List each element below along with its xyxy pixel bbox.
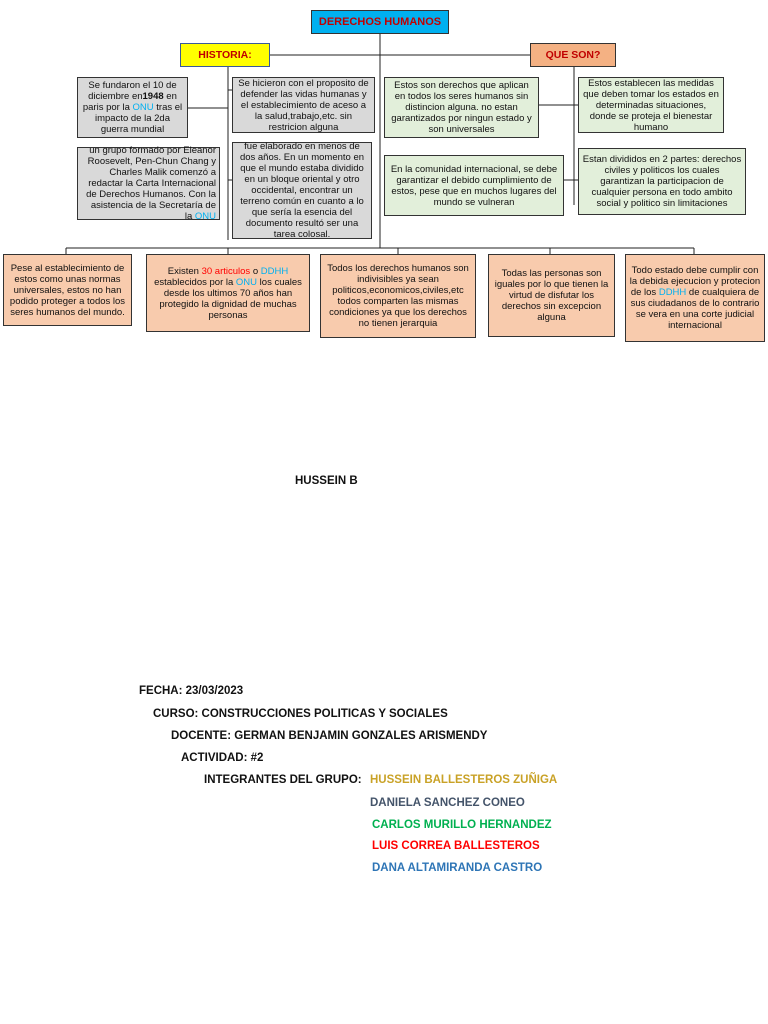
integrantes-label: INTEGRANTES DEL GRUPO: <box>204 774 362 786</box>
historia-box-elaboration: fue elaborado en menos de dos años. En un momento en que el mundo estaba dividido en un bloque oriental y otro occidental, encontrar un terreno común en cuanto a lo que sería la esencia del documento resultó ser una tarea colosal. <box>232 142 372 239</box>
queson-box-universal: Estos son derechos que aplican en todos los seres humanos sin distincion alguna. no estan garantizados por ningun estado y son universales <box>384 77 539 138</box>
historia-label: HISTORIA: <box>180 43 270 67</box>
member-name: HUSSEIN BALLESTEROS ZUÑIGA <box>370 774 558 786</box>
author-name: HUSSEIN B <box>295 475 358 487</box>
actividad: ACTIVIDAD: #2 <box>181 752 264 764</box>
member-name: LUIS CORREA BALLESTEROS <box>372 840 540 852</box>
diagram-title: DERECHOS HUMANOS <box>311 10 449 34</box>
queson-label: QUE SON? <box>530 43 616 67</box>
queson-box-international: En la comunidad internacional, se debe garantizar el debido cumplimiento de estos, pese que en muchos lugares del mundo se vulneran <box>384 155 564 216</box>
historia-box-founding: Se fundaron el 10 de diciembre en1948 en paris por la ONU tras el impacto de la 2da guerra mundial <box>77 77 188 138</box>
bottom-box-protection: Pese al establecimiento de estos como unas normas universales, estos no han podido proteger a todos los seres humanos del mundo. <box>3 254 132 326</box>
queson-box-divided: Estan divididos en 2 partes: derechos civiles y politicos los cuales garantizan la participacion de cualquier persona en todo ambito social y politico sin limitaciones <box>578 148 746 215</box>
bottom-box-indivisible: Todos los derechos humanos son indivisibles ya sean politicos,economicos,civiles,etc todos comparten las mismas condiciones ya que los derechos no tienen jerarquia <box>320 254 476 338</box>
member-name: DANA ALTAMIRANDA CASTRO <box>372 862 543 874</box>
member-name: DANIELA SANCHEZ CONEO <box>370 797 525 809</box>
queson-box-measures: Estos establecen las medidas que deben tomar los estados en determinadas situaciones, donde se proteja el bienestar humano <box>578 77 724 133</box>
bottom-box-articles: Existen 30 articulos o DDHH establecidos por la ONU los cuales desde los ultimos 70 años han protegido la dignidad de muchas personas <box>146 254 310 332</box>
historia-box-authors: un grupo formado por Eleanor Roosevelt, Pen-Chun Chang y Charles Malik comenzó a redactar la Carta Internacional de Derechos Humanos. Con la asistencia de la Secretaría de la ONU <box>77 147 220 220</box>
fecha: FECHA: 23/03/2023 <box>139 685 244 697</box>
docente: DOCENTE: GERMAN BENJAMIN GONZALES ARISMENDY <box>171 730 488 742</box>
member-name: CARLOS MURILLO HERNANDEZ <box>372 819 552 831</box>
historia-box-purpose: Se hicieron con el proposito de defender las vidas humanas y el establecimiento de aceso a la salud,trabajo,etc. sin restricion alguna <box>232 77 375 133</box>
bottom-box-state-duty: Todo estado debe cumplir con la debida ejecucion y protecion de los DDHH de cualquiera de sus ciudadanos de lo contrario se vera en una corte judicial internacional <box>625 254 765 342</box>
curso: CURSO: CONSTRUCCIONES POLITICAS Y SOCIALES <box>153 708 448 720</box>
bottom-box-equality: Todas las personas son iguales por lo que tienen la virtud de disfutar los derechos sin excepcion alguna <box>488 254 615 337</box>
